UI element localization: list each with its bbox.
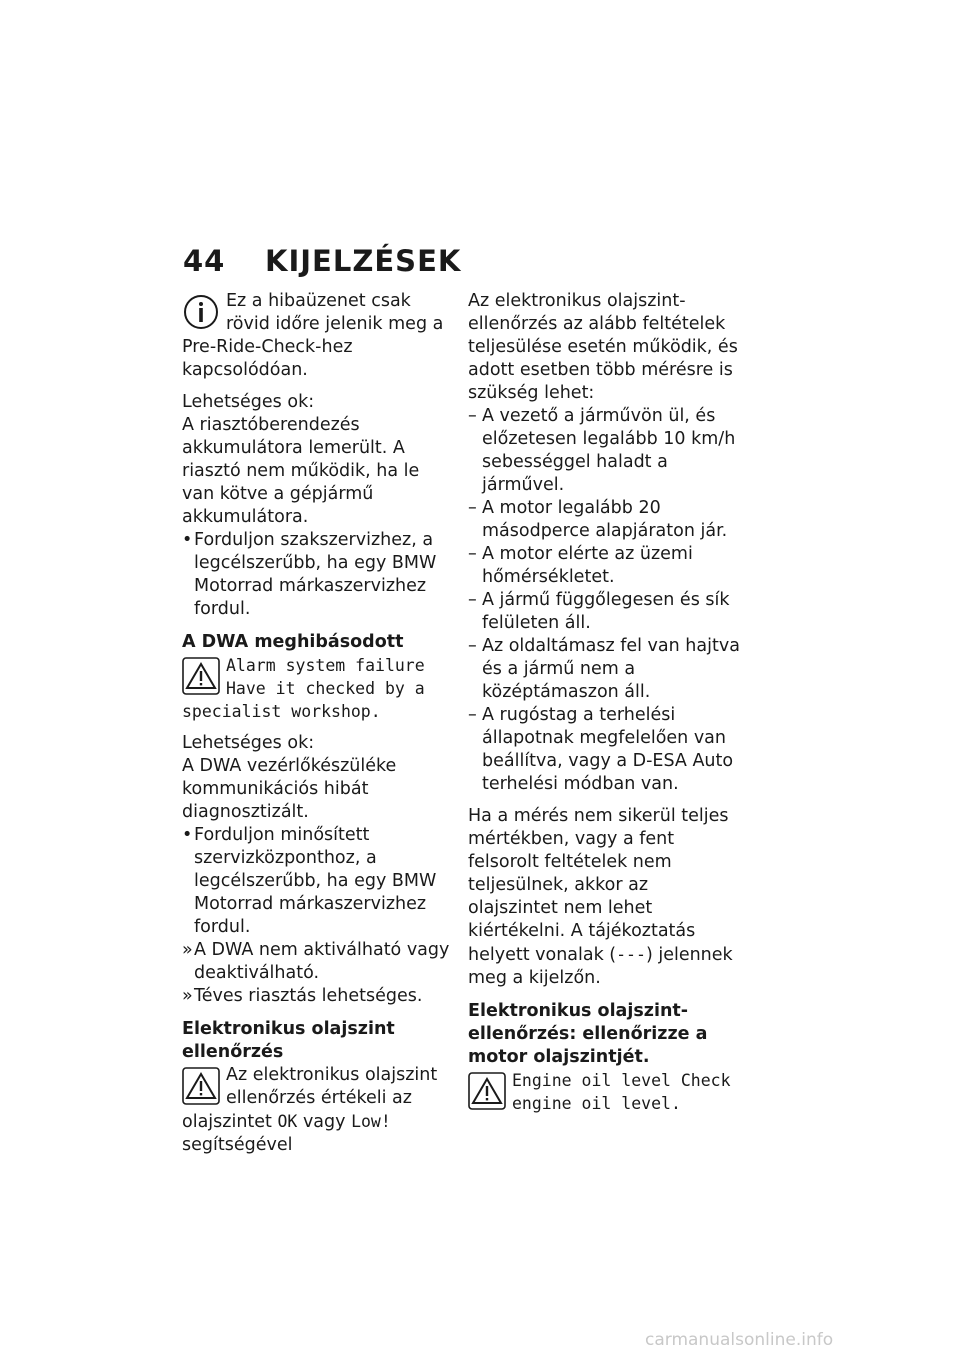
dash-marker: – (468, 705, 477, 725)
condition-item (468, 405, 740, 497)
cause-text: A DWA vezérlőkészüléke kommunikációs hibát diagnosztizált. (182, 756, 397, 822)
page-header (183, 244, 461, 284)
section-title: KIJELZÉSEK (265, 244, 462, 278)
arrow-marker: » (182, 940, 193, 960)
heading-oil: Elektronikus olajszint ellenőrzés (182, 1019, 395, 1062)
bullet-text: Forduljon minősített szervizközponthoz, a legcélszerűbb, ha egy BMW Motorrad márkaszervizhez fordul. (194, 825, 437, 937)
oil-low: Low! (351, 1112, 391, 1131)
oil-text-c: segítségével (182, 1135, 293, 1155)
dash-marker: – (468, 406, 477, 426)
oil-text-b: vagy (302, 1112, 346, 1132)
condition-text: A motor legalább 20 másodperce alapjáraton jár. (482, 498, 728, 541)
info-note-text: Ez a hibaüzenet csak rövid időre jelenik meg a Pre-Ride-Check-hez kapcsolódóan. (182, 291, 444, 380)
check-warning (468, 1069, 740, 1115)
warning-icon (468, 1072, 506, 1110)
warning-icon (182, 1067, 220, 1105)
conditions-list (468, 405, 740, 796)
possible-cause-label: Lehetséges ok: (182, 733, 315, 753)
left-column (182, 290, 450, 1157)
fail-text-a: Ha a mérés nem sikerül teljes mértékben, vagy a fent felsorolt feltételek nem teljesülnek, akkor az olajszintet nem lehet kiértékelni. A tájékoztatás helyett vonalak ( (468, 806, 729, 965)
cause-text: A riasztóberendezés akkumulátora lemerült. A riasztó nem működik, ha le van kötve a gépjármű akkumulátora. (182, 415, 420, 527)
condition-item (468, 704, 740, 796)
arrow-marker: » (182, 986, 193, 1006)
result-item (182, 985, 450, 1008)
condition-item (468, 589, 740, 635)
heading-dwa: A DWA meghibásodott (182, 632, 404, 652)
oil-check-intro: Az elektronikus olajszint-ellenőrzés az alább feltételek teljesülése esetén működik, és adott esetben több mérésre is szükség lehet: (468, 291, 738, 403)
result-item (182, 939, 450, 985)
fail-dashes: --- (616, 945, 646, 964)
bullet-marker: • (182, 825, 193, 845)
page-number: 44 (183, 244, 226, 278)
bullet-item (182, 824, 450, 939)
bullet-marker: • (182, 530, 193, 550)
condition-text: A motor elérte az üzemi hőmérsékletet. (482, 544, 693, 587)
dash-marker: – (468, 498, 477, 518)
heading-check: Elektronikus olajszint-ellenőrzés: ellenőrizze a motor olajszintjét. (468, 1001, 708, 1067)
dwa-message: Alarm system failure Have it checked by a specialist workshop. (182, 656, 425, 721)
right-column (468, 290, 740, 1115)
warning-icon (182, 657, 220, 695)
condition-item (468, 497, 740, 543)
oil-text-a: Az elektronikus olajszint ellenőrzés értékeli az olajszintet (182, 1065, 438, 1132)
fail-text-b: ) jelennek meg a kijelzőn. (468, 945, 733, 988)
dash-marker: – (468, 544, 477, 564)
dwa-warning (182, 654, 450, 723)
dash-marker: – (468, 636, 477, 656)
bullet-item (182, 529, 450, 621)
check-message: Engine oil level Check engine oil level. (512, 1071, 731, 1113)
fail-text (468, 805, 740, 990)
result-text: A DWA nem aktiválható vagy deaktiválható. (194, 940, 450, 983)
condition-text: A vezető a járművön ül, és előzetesen legalább 10 km/h sebességgel haladt a járművel. (482, 406, 736, 495)
possible-cause-label: Lehetséges ok: (182, 392, 315, 412)
bullet-text: Forduljon szakszervizhez, a legcélszerűbb, ha egy BMW Motorrad márkaszervizhez fordul. (194, 530, 437, 619)
condition-text: A jármű függőlegesen és sík felületen áll. (482, 590, 730, 633)
condition-text: Az oldaltámasz fel van hajtva és a jármű nem a középtámaszon áll. (482, 636, 740, 702)
result-text: Téves riasztás lehetséges. (194, 986, 423, 1006)
oil-warning (182, 1064, 450, 1157)
oil-text (182, 1064, 450, 1157)
condition-text: A rugóstag a terhelési állapotnak megfelelően van beállítva, vagy a D-ESA Auto terhelési módban van. (482, 705, 734, 794)
info-note (182, 290, 450, 382)
condition-item (468, 635, 740, 704)
condition-item (468, 543, 740, 589)
dash-marker: – (468, 590, 477, 610)
info-icon (182, 293, 220, 331)
watermark: carmanualsonline.info (645, 1330, 834, 1350)
oil-ok: OK (277, 1112, 298, 1131)
